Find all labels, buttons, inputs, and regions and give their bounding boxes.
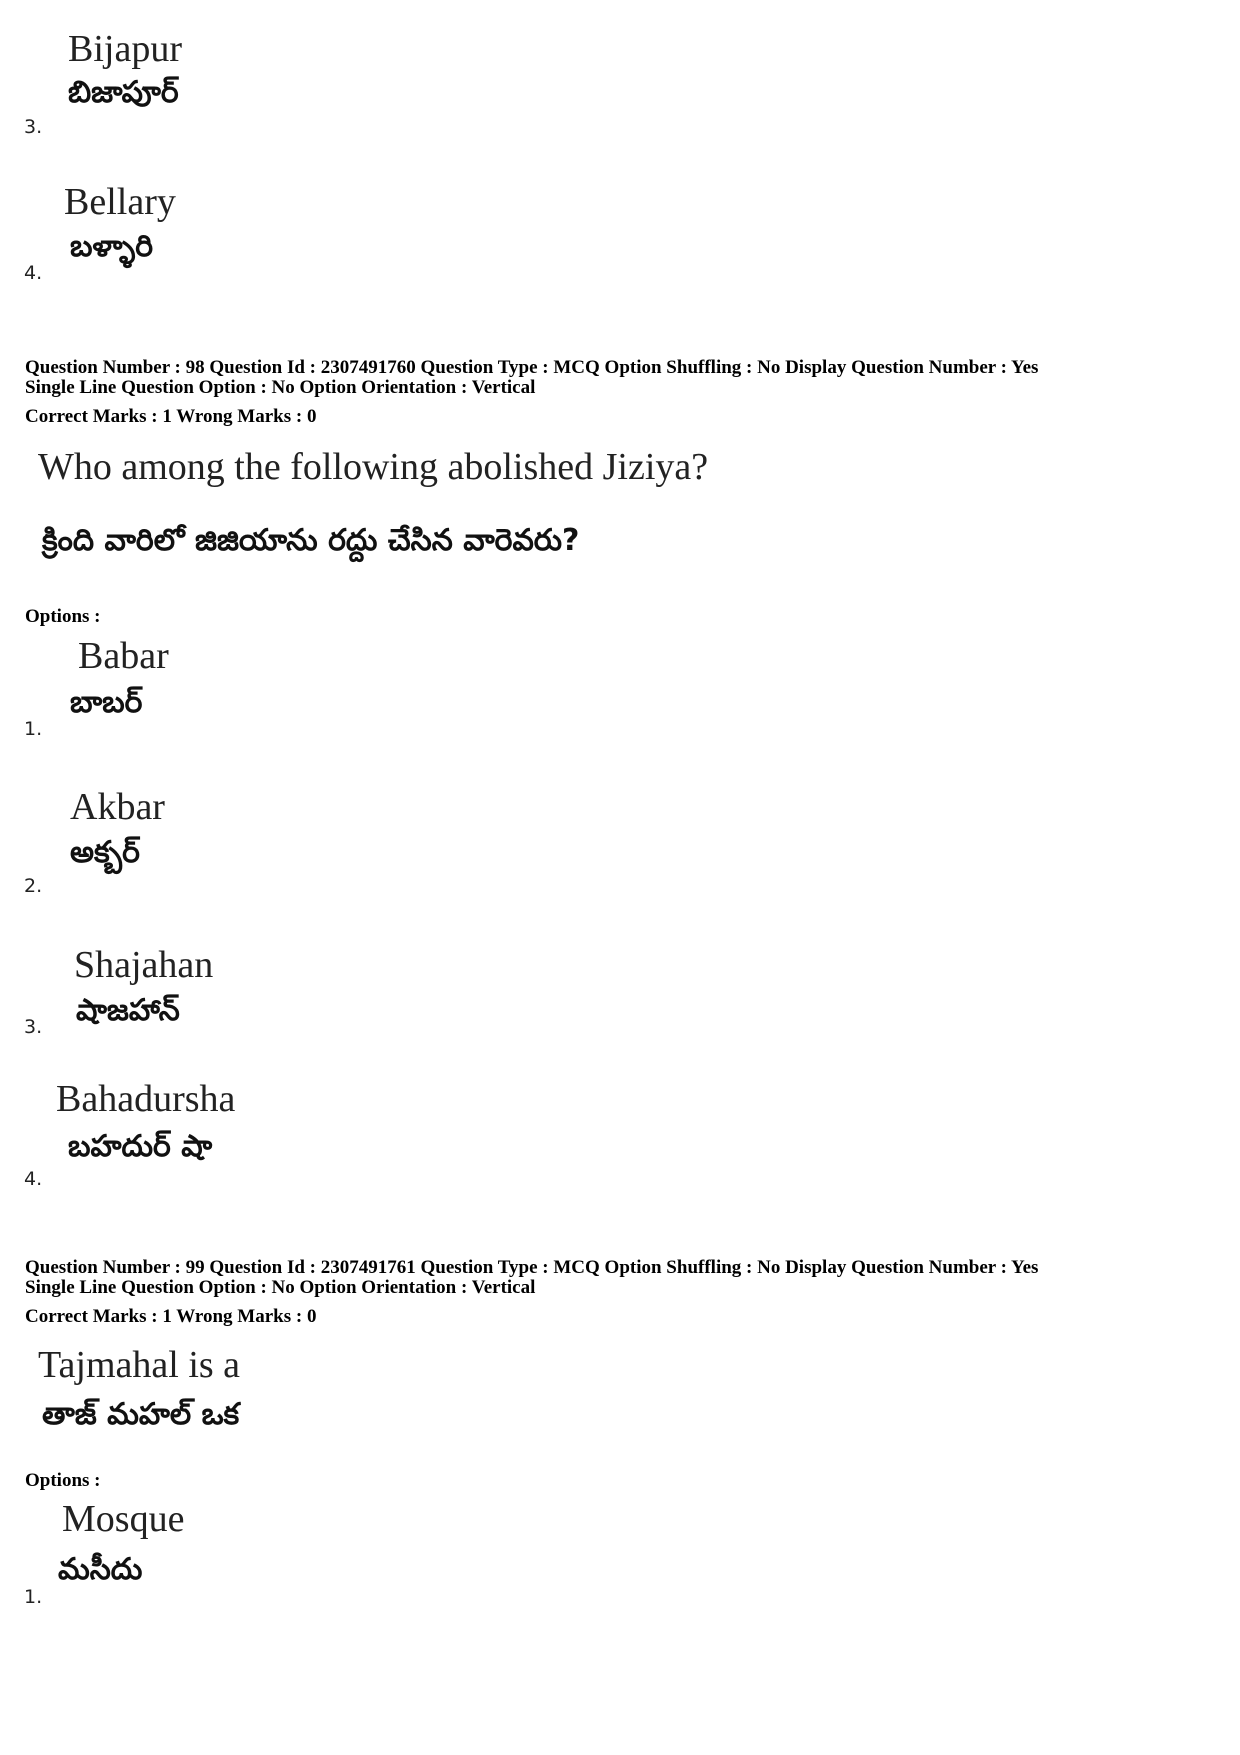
question-english-text: Tajmahal is a — [38, 1344, 241, 1386]
question-meta-line: Question Number : 99 Question Id : 2307491761 Question Type : MCQ Option Shuffling : No Display Question Number : Yes — [25, 1257, 1039, 1278]
options-label: Options : — [25, 1470, 101, 1491]
option-telugu-text: షాజహాన్ — [76, 993, 180, 1028]
question-marks: Correct Marks : 1 Wrong Marks : 0 — [25, 1306, 317, 1327]
option-number: 3. — [24, 116, 43, 138]
option-english-text: Babar — [78, 635, 169, 677]
option-english-text: Bahadursha — [56, 1078, 236, 1120]
option-number: 4. — [24, 1168, 43, 1190]
option-telugu-text: బాబర్ — [70, 685, 143, 720]
question-telugu-text: క్రింది వారిలో జిజియాను రద్దు చేసిన వారెవరు? — [42, 523, 580, 558]
question-english-text: Who among the following abolished Jiziya? — [38, 446, 709, 488]
option-number: 1. — [24, 718, 43, 740]
option-english-text: Akbar — [70, 786, 165, 828]
question-marks: Correct Marks : 1 Wrong Marks : 0 — [25, 406, 317, 427]
options-label: Options : — [25, 606, 101, 627]
option-telugu-text: బహదుర్ షా — [68, 1129, 213, 1164]
option-number: 3. — [24, 1016, 43, 1038]
question-meta-line: Single Line Question Option : No Option Orientation : Vertical — [25, 377, 536, 398]
question-meta-line: Question Number : 98 Question Id : 2307491760 Question Type : MCQ Option Shuffling : No Display Question Number : Yes — [25, 357, 1039, 378]
question-telugu-text: తాజ్ మహల్ ఒక — [42, 1397, 240, 1432]
option-english-text: Bijapur — [68, 28, 182, 70]
option-number: 1. — [24, 1586, 43, 1608]
option-telugu-text: బళ్ళారి — [70, 229, 153, 264]
option-telugu-text: మసీదు — [58, 1552, 143, 1587]
option-english-text: Bellary — [64, 181, 176, 223]
question-meta-line: Single Line Question Option : No Option Orientation : Vertical — [25, 1277, 536, 1298]
option-telugu-text: బిజాపూర్ — [68, 75, 179, 110]
option-number: 4. — [24, 262, 43, 284]
option-english-text: Shajahan — [74, 944, 214, 986]
option-english-text: Mosque — [62, 1498, 185, 1540]
option-number: 2. — [24, 875, 43, 897]
option-telugu-text: అక్బర్ — [70, 835, 140, 870]
